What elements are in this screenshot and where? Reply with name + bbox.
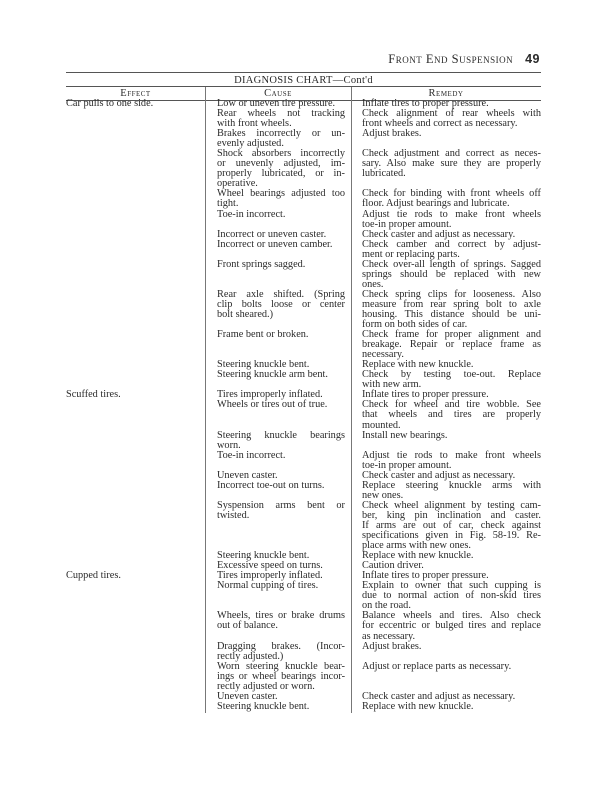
cause-cell xyxy=(217,400,345,410)
cause-line: bolt sheared.) xyxy=(217,308,274,320)
remedy-cell xyxy=(362,109,541,129)
remedy-line: Adjust brakes. xyxy=(362,640,422,652)
remedy-cell xyxy=(362,149,541,179)
remedy-cell xyxy=(362,129,541,139)
column-header-cause: Cause xyxy=(264,88,292,99)
cause-line: with front wheels. xyxy=(217,118,292,130)
remedy-cell xyxy=(362,400,541,430)
table-row xyxy=(0,400,612,430)
remedy-line: floor. Adjust bearings and lubricate. xyxy=(362,198,510,210)
table-row xyxy=(0,370,612,390)
column-header-effect: Effect xyxy=(120,88,151,99)
table-row xyxy=(0,129,612,149)
cause-line: Steering knuckle bent. xyxy=(217,359,310,371)
table-row xyxy=(0,611,612,641)
remedy-line: new ones. xyxy=(362,489,404,501)
table-row xyxy=(0,149,612,189)
cause-line: Steering knuckle bearings xyxy=(217,429,345,441)
remedy-cell xyxy=(362,451,541,471)
cause-cell xyxy=(217,611,345,631)
cause-line: evenly adjusted. xyxy=(217,138,284,150)
chart-title: DIAGNOSIS CHART—Cont'd xyxy=(234,75,373,86)
cause-line: Toe-in incorrect. xyxy=(217,208,286,220)
effect-text: Car pulls to one side. xyxy=(66,98,154,109)
remedy-line: Balance wheels and tires. Also check xyxy=(362,610,541,622)
cause-line: Worn steering knuckle bear- xyxy=(217,660,345,672)
cause-line: Dragging brakes. (Incor- xyxy=(217,640,345,652)
remedy-line: breakage. Repair or replace frame as xyxy=(362,339,541,351)
cause-line: Steering knuckle arm bent. xyxy=(217,369,328,381)
remedy-line: Inflate tires to proper pressure. xyxy=(362,98,489,109)
remedy-line: springs should be replaced with new xyxy=(362,268,541,280)
cause-line: Uneven caster. xyxy=(217,469,278,481)
remedy-line: Check over-all length of springs. Sagged xyxy=(362,258,541,270)
cause-line: Syspension arms bent or xyxy=(217,499,345,511)
cause-line: Steering knuckle bent. xyxy=(217,700,310,712)
remedy-cell xyxy=(362,662,541,672)
cause-cell xyxy=(217,431,345,451)
remedy-line: Replace with new knuckle. xyxy=(362,359,474,371)
cause-cell xyxy=(217,370,345,380)
diagnosis-chart-body xyxy=(0,99,612,712)
cause-line: Wheel bearings adjusted too xyxy=(217,188,345,200)
remedy-line: Replace with new knuckle. xyxy=(362,700,474,712)
remedy-line: place arms with new ones. xyxy=(362,540,471,552)
remedy-line: lubricated. xyxy=(362,168,406,180)
cause-cell xyxy=(217,240,345,250)
cause-cell xyxy=(217,129,345,149)
remedy-line: Install new bearings. xyxy=(362,429,448,441)
remedy-line: Check caster and adjust as necessary. xyxy=(362,690,516,702)
header-rule xyxy=(66,72,541,73)
remedy-cell xyxy=(362,330,541,360)
remedy-line: form on both sides of car. xyxy=(362,319,468,331)
remedy-line: Check frame for proper alignment and xyxy=(362,329,541,341)
table-row xyxy=(0,330,612,360)
effect-cell xyxy=(66,571,202,581)
remedy-line: Adjust or replace parts as necessary. xyxy=(362,660,512,672)
cause-cell xyxy=(217,581,345,591)
remedy-cell xyxy=(362,290,541,330)
remedy-line: Explain to owner that such cupping is xyxy=(362,580,541,592)
remedy-line: toe-in proper amount. xyxy=(362,218,452,230)
cause-line: Front springs sagged. xyxy=(217,258,306,270)
cause-line: Low or uneven tire pressure. xyxy=(217,98,336,109)
cause-cell xyxy=(217,149,345,189)
cause-line: Incorrect or uneven caster. xyxy=(217,228,327,240)
cause-line: Incorrect toe-out on turns. xyxy=(217,479,325,491)
remedy-cell xyxy=(362,581,541,611)
remedy-line: Check by testing toe-out. Replace xyxy=(362,369,541,381)
remedy-line: sary. Also make sure they are properly xyxy=(362,158,541,170)
remedy-cell xyxy=(362,501,541,551)
cause-cell xyxy=(217,260,345,270)
remedy-cell xyxy=(362,642,541,652)
page-number: 49 xyxy=(525,52,540,66)
cause-line: Toe-in incorrect. xyxy=(217,449,286,461)
table-row xyxy=(0,290,612,330)
cause-cell xyxy=(217,501,345,521)
remedy-line: ment or replacing parts. xyxy=(362,248,460,260)
cause-cell xyxy=(217,189,345,209)
cause-cell xyxy=(217,481,345,491)
remedy-line: Check caster and adjust as necessary. xyxy=(362,469,516,481)
remedy-line: Check wheel alignment by testing cam- xyxy=(362,499,541,511)
remedy-line: Check adjustment and correct as neces- xyxy=(362,148,541,160)
remedy-line: Caution driver. xyxy=(362,560,424,572)
cause-cell xyxy=(217,702,345,712)
cause-line: Rear axle shifted. (Spring xyxy=(217,288,345,300)
table-row xyxy=(0,662,612,692)
cause-line: properly lubricated, or in- xyxy=(217,168,345,180)
remedy-cell xyxy=(362,481,541,501)
remedy-line: Check alignment of rear wheels with xyxy=(362,108,541,120)
cause-line: ings or wheel bearings incor- xyxy=(217,670,345,682)
remedy-line: that wheels and tires are properly xyxy=(362,409,541,421)
remedy-line: due to normal action of non-skid tires xyxy=(362,590,541,602)
effect-cell xyxy=(66,99,202,109)
table-row xyxy=(0,581,612,611)
cause-line: twisted. xyxy=(217,509,250,521)
effect-text: Cupped tires. xyxy=(66,570,121,582)
remedy-line: ber, king pin inclination and caster. xyxy=(362,509,541,521)
cause-line: Rear wheels not tracking xyxy=(217,108,345,120)
table-row xyxy=(0,501,612,551)
remedy-line: measure from rear spring bolt to axle xyxy=(362,298,541,310)
table-row xyxy=(0,481,612,501)
remedy-line: toe-in proper amount. xyxy=(362,459,452,471)
remedy-cell xyxy=(362,702,541,712)
remedy-line: Adjust brakes. xyxy=(362,128,422,140)
cause-line: Wheels, tires or brake drums xyxy=(217,610,345,622)
column-header-remedy: Remedy xyxy=(428,88,464,99)
cause-line: operative. xyxy=(217,178,258,190)
remedy-line: mounted. xyxy=(362,419,401,431)
cause-line: rectly adjusted.) xyxy=(217,650,284,662)
remedy-line: Check for binding with front wheels off xyxy=(362,188,541,200)
cause-cell xyxy=(217,210,345,220)
remedy-line: housing. This distance should be uni- xyxy=(362,308,541,320)
remedy-line: with new arm. xyxy=(362,379,422,391)
cause-line: Normal cupping of tires. xyxy=(217,580,319,592)
remedy-cell xyxy=(362,189,541,209)
cause-line: Wheels or tires out of true. xyxy=(217,399,328,411)
remedy-line: Adjust tie rods to make front wheels xyxy=(362,449,541,461)
remedy-line: front wheels and correct as necessary. xyxy=(362,118,518,130)
table-row xyxy=(0,451,612,471)
table-row xyxy=(0,260,612,290)
cause-line: or unevenly adjusted, im- xyxy=(217,158,345,170)
remedy-line: Check caster and adjust as necessary. xyxy=(362,228,516,240)
remedy-line: for eccentric or bulged tires and replace xyxy=(362,620,541,632)
table-row xyxy=(0,642,612,662)
remedy-line: Inflate tires to proper pressure. xyxy=(362,389,489,401)
remedy-cell xyxy=(362,370,541,390)
cause-cell xyxy=(217,290,345,320)
cause-line: tight. xyxy=(217,198,239,210)
cause-line: Tires improperly inflated. xyxy=(217,570,323,582)
table-row xyxy=(0,109,612,129)
cause-cell xyxy=(217,451,345,461)
cause-cell xyxy=(217,109,345,129)
remedy-line: Inflate tires to proper pressure. xyxy=(362,570,489,582)
cause-cell xyxy=(217,330,345,340)
remedy-cell xyxy=(362,210,541,230)
cause-line: Frame bent or broken. xyxy=(217,329,309,341)
table-row xyxy=(0,431,612,451)
remedy-line: as necessary. xyxy=(362,630,416,642)
title-rule xyxy=(66,86,541,87)
remedy-line: ones. xyxy=(362,278,384,290)
section-title: Front End Suspension xyxy=(388,52,514,66)
cause-line: Tires improperly inflated. xyxy=(217,389,323,401)
cause-line: Incorrect or uneven camber. xyxy=(217,238,333,250)
remedy-line: If arms are out of car, check against xyxy=(362,519,541,531)
remedy-line: specifications given in Fig. 58-19. Re- xyxy=(362,530,541,542)
effect-cell xyxy=(66,390,202,400)
cause-line: clip bolts loose or center xyxy=(217,298,345,310)
remedy-line: Check camber and correct by adjust- xyxy=(362,238,541,250)
remedy-cell xyxy=(362,611,541,641)
remedy-line: Replace with new knuckle. xyxy=(362,550,474,562)
cause-cell xyxy=(217,662,345,692)
cause-line: Uneven caster. xyxy=(217,690,278,702)
table-row xyxy=(0,189,612,209)
cause-cell xyxy=(217,642,345,662)
remedy-cell xyxy=(362,431,541,441)
remedy-line: Check spring clips for looseness. Also xyxy=(362,288,541,300)
cause-line: Shock absorbers incorrectly xyxy=(217,148,345,160)
cause-line: rectly adjusted or worn. xyxy=(217,680,315,692)
cause-line: worn. xyxy=(217,439,241,451)
cause-line: Brakes incorrectly or un- xyxy=(217,128,345,140)
cause-line: Excessive speed on turns. xyxy=(217,560,323,572)
cause-line: Steering knuckle bent. xyxy=(217,550,310,562)
effect-text: Scuffed tires. xyxy=(66,389,121,401)
remedy-line: necessary. xyxy=(362,349,404,361)
remedy-line: Replace steering knuckle arms with xyxy=(362,479,541,491)
table-row xyxy=(0,210,612,230)
remedy-cell xyxy=(362,240,541,260)
remedy-line: Check for wheel and tire wobble. See xyxy=(362,399,541,411)
table-row xyxy=(0,240,612,260)
table-row xyxy=(0,702,612,712)
cause-line: out of balance. xyxy=(217,620,278,632)
remedy-line: on the road. xyxy=(362,600,411,612)
running-head xyxy=(388,52,540,67)
remedy-cell xyxy=(362,260,541,290)
remedy-line: Adjust tie rods to make front wheels xyxy=(362,208,541,220)
